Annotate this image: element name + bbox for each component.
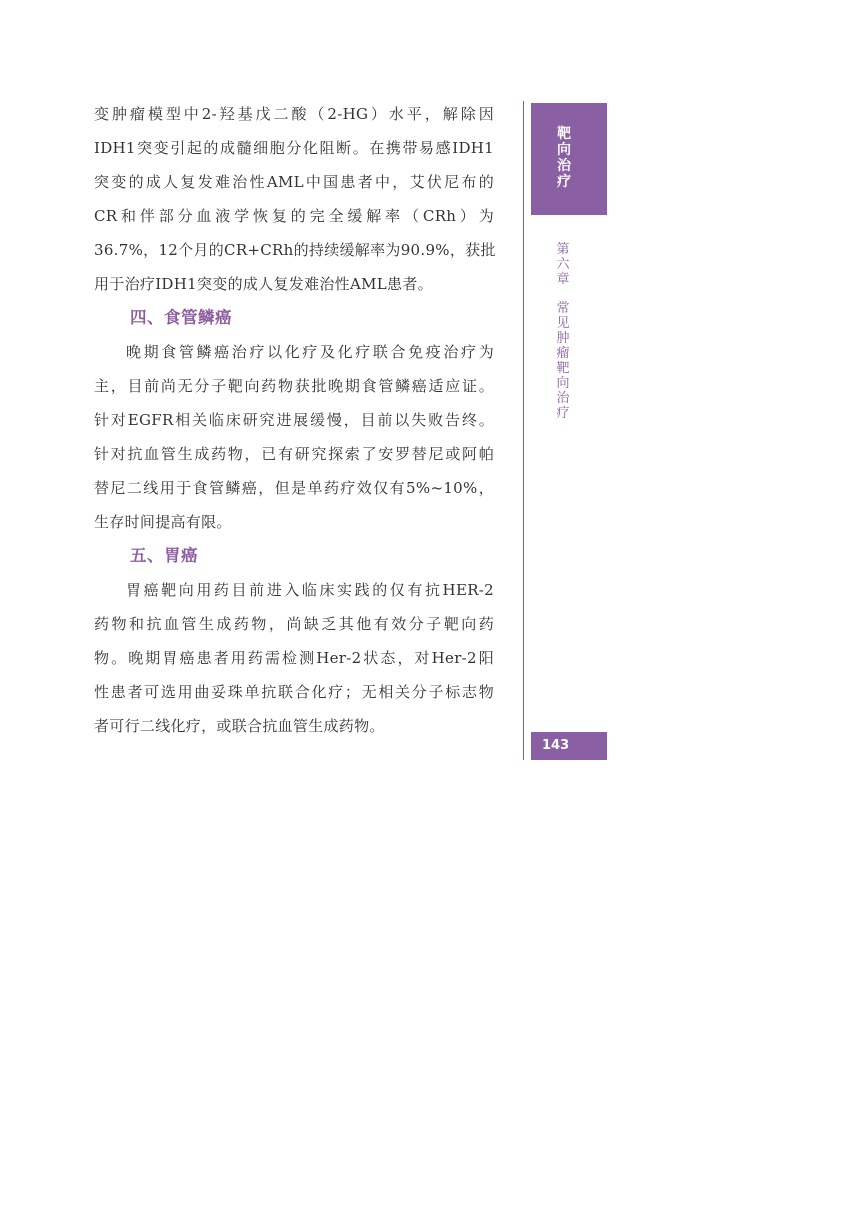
text-line: 性患者可选用曲妥珠单抗联合化疗；无相关分子标志物 (94, 683, 494, 701)
text-line: 针对EGFR相关临床研究进展缓慢，目前以失败告终。 (94, 411, 494, 429)
text-line: 药物和抗血管生成药物，尚缺乏其他有效分子靶向药 (94, 615, 494, 633)
section-tab-label: 靶向治疗 (557, 126, 571, 190)
text-line: CR和伴部分血液学恢复的完全缓解率（CRh）为 (94, 207, 494, 225)
chapter-title: 常见肿瘤靶向治疗 (556, 301, 570, 421)
section-heading-esophageal: 四、食管鳞癌 (130, 308, 232, 327)
text-line: 生存时间提高有限。 (94, 513, 232, 531)
text-line: 主，目前尚无分子靶向药物获批晚期食管鳞癌适应证。 (94, 377, 494, 395)
text-line: 突变的成人复发难治性AML中国患者中，艾伏尼布的 (94, 173, 494, 191)
text-line: 者可行二线化疗，或联合抗血管生成药物。 (94, 717, 385, 735)
section-heading-gastric: 五、胃癌 (130, 546, 198, 565)
main-text (94, 97, 494, 743)
vertical-divider (523, 101, 524, 760)
text-line: 36.7%，12个月的CR+CRh的持续缓解率为90.9%，获批 (94, 241, 496, 259)
chapter-gap (555, 287, 571, 301)
page-number: 143 (542, 738, 570, 753)
text-line: IDH1突变引起的成髓细胞分化阻断。在携带易感IDH1 (94, 139, 494, 157)
text-line: 针对抗血管生成药物，已有研究探索了安罗替尼或阿帕 (94, 445, 494, 463)
text-line: 物。晚期胃癌患者用药需检测Her-2状态，对Her-2阳 (94, 649, 494, 667)
text-line: 胃癌靶向用药目前进入临床实践的仅有抗HER-2 (126, 581, 494, 599)
text-line: 变肿瘤模型中2-羟基戊二酸（2-HG）水平，解除因 (94, 105, 494, 123)
text-line: 替尼二线用于食管鳞癌，但是单药疗效仅有5%~10%， (94, 479, 494, 497)
chapter-label (555, 242, 571, 421)
text-line: 用于治疗IDH1突变的成人复发难治性AML患者。 (94, 275, 433, 293)
text-line: 晚期食管鳞癌治疗以化疗及化疗联合免疫治疗为 (126, 343, 494, 361)
chapter-number: 第六章 (556, 242, 570, 287)
